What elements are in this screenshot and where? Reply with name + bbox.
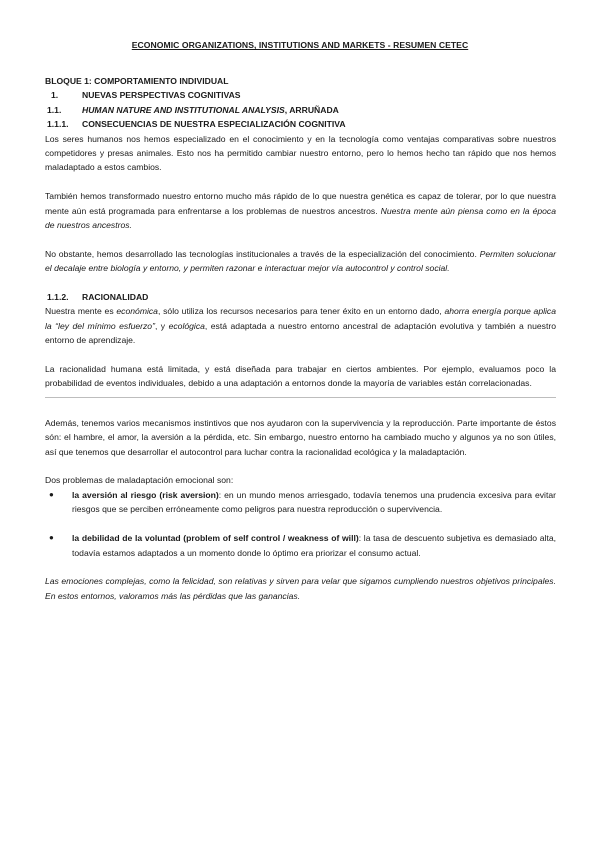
paragraph-7: Dos problemas de maladaptación emocional son: bbox=[45, 475, 234, 486]
paragraph-4-text-c: , sólo utiliza los recursos necesarios para tener éxito en un entorno dado, bbox=[157, 306, 445, 317]
paragraph-3-italic: Permiten solucionar el decalaje entre biología y entorno, y permiten razonar e interactuar mejor vía autocontrol y control social. bbox=[45, 248, 556, 274]
heading-1-1-1-number: 1.1.1. bbox=[47, 119, 69, 130]
heading-1-1-number: 1.1. bbox=[47, 104, 62, 115]
document-body bbox=[45, 74, 556, 603]
paragraph-4-italic-f: ecológica bbox=[168, 320, 205, 331]
heading-1-1-2 bbox=[45, 290, 556, 304]
bullet-dot: ● bbox=[49, 489, 54, 499]
bullet-1-bold: la aversión al riesgo (risk aversion) bbox=[72, 489, 219, 500]
paragraph-5: La racionalidad humana está limitada, y está diseñada para trabajar en ciertos ambientes. Por ejemplo, evaluamos poco la probabilidad de eventos individuales, debido a una adaptación a entornos donde la mayoría de variables están correlacionadas. bbox=[45, 364, 556, 389]
paragraph-4 bbox=[45, 304, 556, 347]
paragraph-4-italic-d: ahorra energía porque aplica la “ley del mínimo esfuerzo” bbox=[45, 306, 556, 331]
paragraph-1: Los seres humanos nos hemos especializado en el conocimiento y en la tecnología como ventajas comparativas sobre nuestros competidores y presas animales. Esto nos ha permitido cambiar nuestro entorno, pero lo hemos hecho tan rápido que nos hemos maladaptado a estos cambios. bbox=[45, 133, 556, 173]
bullet-1-text: : en un mundo menos arriesgado, todavía tenemos una prudencia excesiva para evitar riesgos que se perciben erróneamente como peligros para nuestra reproducción o supervivencia. bbox=[72, 489, 556, 515]
bullet-2-bold: la debilidad de la voluntad (problem of self control / weakness of will) bbox=[72, 533, 359, 544]
heading-1-1-rest-text: , ARRUÑADA bbox=[284, 104, 339, 115]
bullet-item-self-control bbox=[45, 531, 556, 560]
document-title: ECONOMIC ORGANIZATIONS, INSTITUTIONS AND MARKETS - RESUMEN CETEC bbox=[131, 40, 469, 50]
paragraph-2-text: También hemos transformado nuestro entorno mucho más rápido de lo que nuestra genética es capaz de tolerar, por lo que nuestra mente aún está programada para enfrentarse a los problemas de nuestros ancestros. bbox=[45, 191, 556, 216]
paragraph-2-italic: Nuestra mente aún piensa como en la época de nuestros ancestros. bbox=[45, 205, 556, 231]
bullet-2-text: : la tasa de descuento subjetiva es demasiado alta, todavía estamos adaptados a un momento donde lo óptimo era priorizar el consumo actual. bbox=[72, 533, 556, 558]
heading-1-1-italic-text: HUMAN NATURE AND INSTITUTIONAL ANALYSIS bbox=[82, 104, 285, 115]
paragraph-2 bbox=[45, 189, 556, 232]
paragraph-3-text: No obstante, hemos desarrollado las tecnologías institucionales a través de la especialización del conocimiento. bbox=[45, 248, 480, 259]
heading-1 bbox=[45, 88, 556, 102]
section-divider bbox=[45, 397, 556, 398]
paragraph-4-text-e: , y bbox=[154, 320, 169, 331]
paragraph-4-text-a: Nuestra mente es bbox=[45, 306, 117, 317]
bullet-item-risk-aversion bbox=[45, 488, 556, 517]
block-heading: BLOQUE 1: COMPORTAMIENTO INDIVIDUAL bbox=[45, 76, 229, 86]
paragraph-8: Las emociones complejas, como la felicidad, son relativas y sirven para velar que sigamos cumpliendo nuestros objetivos principales. En estos entornos, valoramos más las pérdidas que las ganancias. bbox=[45, 576, 556, 601]
heading-1-number: 1. bbox=[51, 90, 59, 101]
paragraph-4-text-g: , está adaptada a nuestro entorno ancestral de adaptación evolutiva y también a nuestro entorno de aprendizaje. bbox=[45, 320, 556, 346]
heading-1-1 bbox=[45, 103, 556, 117]
paragraph-3 bbox=[45, 247, 556, 276]
paragraph-6: Además, tenemos varios mecanismos instintivos que nos ayudaron con la supervivencia y la reproducción. Parte importante de éstos són: el hambre, el amor, la aversión a la pérdida, etc. Sin embargo, nuestro entorno ha cambiado mucho y algunos ya no son útiles, así que tenemos que desarrollar el autocontrol para luchar contra la racionalidad ecológica y la maladaptación. bbox=[45, 417, 556, 457]
heading-1-1-2-text: RACIONALIDAD bbox=[82, 292, 149, 303]
bullet-dot: ● bbox=[49, 533, 54, 543]
heading-1-1-1 bbox=[45, 117, 556, 131]
heading-1-text: NUEVAS PERSPECTIVAS COGNITIVAS bbox=[82, 90, 241, 101]
heading-1-1-2-number: 1.1.2. bbox=[47, 292, 69, 303]
paragraph-4-italic-b: económica bbox=[116, 306, 158, 317]
heading-1-1-1-text: CONSECUENCIAS DE NUESTRA ESPECIALIZACIÓN COGNITIVA bbox=[82, 119, 346, 130]
